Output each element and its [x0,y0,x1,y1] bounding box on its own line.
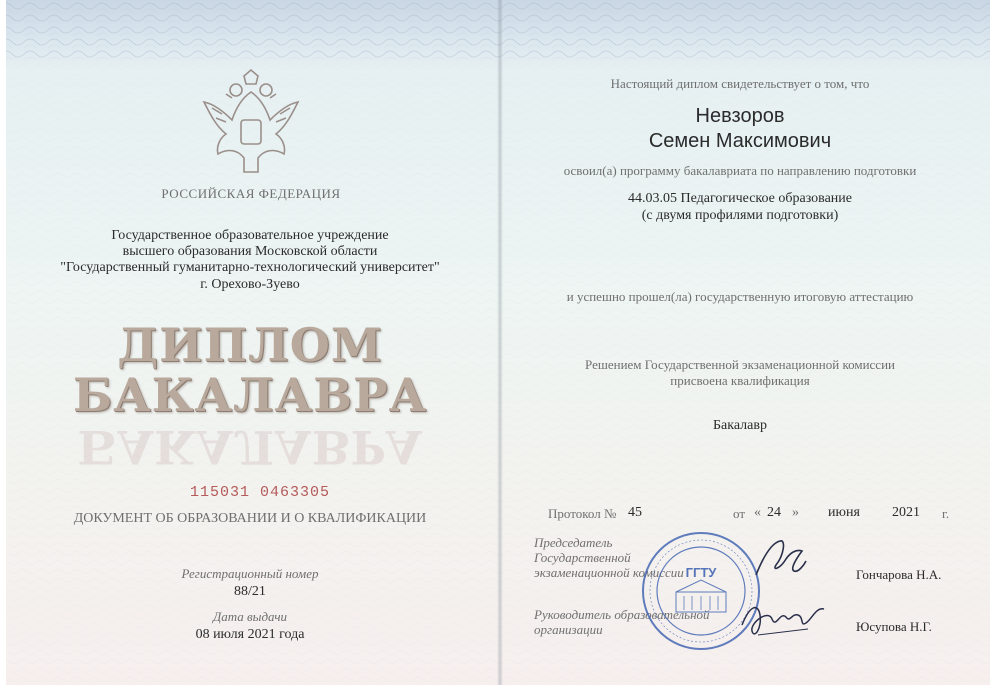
institution-line-2: высшего образования Московской области [122,244,378,259]
date-year: 2021 [892,505,920,520]
institution-line-3: "Государственный гуманитарно-технологический университет" [60,260,440,275]
decision-line-2: присвоена квалификация [670,373,810,388]
institution-line-1: Государственное образовательное учреждение [111,228,389,243]
bottom-edge [0,685,1000,691]
date-quote-open: « [754,505,761,520]
document-type: ДОКУМЕНТ ОБ ОБРАЗОВАНИИ И О КВАЛИФИКАЦИИ [73,511,427,526]
center-fold [497,0,503,691]
institution-city: г. Орехово-Зуево [200,277,300,292]
diploma-title-line-1: ДИПЛОМ [117,318,383,372]
program-profile: (с двумя профилями подготовки) [641,208,839,223]
head-label-line-2: организации [534,622,603,637]
chair-signature [750,535,810,585]
head-signature [738,595,828,645]
head-name: Юсупова Н.Г. [856,619,932,634]
right-edge [990,0,1000,691]
qualification: Бакалавр [713,418,767,433]
diploma-title-reflection: БАКАЛАВРА [77,420,423,474]
decision-line-1: Решением Государственной экзаменационной комиссии [585,357,895,372]
seal-text: ГГТУ [685,565,717,580]
diploma-title-line-2: БАКАЛАВРА [72,368,428,422]
registration-label: Регистрационный номер [181,566,319,581]
issue-date: 08 июля 2021 года [195,627,305,642]
serial-number: 115031 0463305 [190,484,331,501]
attestation-text: и успешно прошел(ла) государственную итоговую аттестацию [566,289,914,304]
protocol-label: Протокол № [548,506,617,521]
date-from-label: от [733,506,746,521]
head-label-line-1: Руководитель образовательной [534,607,710,622]
program-intro: освоил(а) программу бакалавриата по направлению подготовки [563,163,917,178]
graduate-surname: Невзоров [695,105,785,127]
date-day: 24 [767,505,781,520]
chair-label-line-2: Государственной [534,550,631,565]
left-edge [0,0,6,691]
chair-label-line-1: Председатель [534,535,613,550]
intro-text: Настоящий диплом свидетельствует о том, что [610,76,870,91]
country-name: РОССИЙСКАЯ ФЕДЕРАЦИЯ [161,186,341,201]
issue-date-label: Дата выдачи [212,609,288,624]
chair-name: Гончарова Н.А. [856,567,942,582]
double-headed-eagle-emblem-icon [192,68,310,186]
graduate-name: Семен Максимович [648,130,832,152]
registration-number: 88/21 [234,584,266,599]
protocol-number: 45 [628,505,642,520]
date-year-suffix: г. [942,506,950,521]
date-quote-close: » [792,505,799,520]
chair-label-line-3: экзаменационной комиссии [534,565,684,580]
program-code-name: 44.03.05 Педагогическое образование [627,191,853,206]
date-month: июня [828,505,860,520]
